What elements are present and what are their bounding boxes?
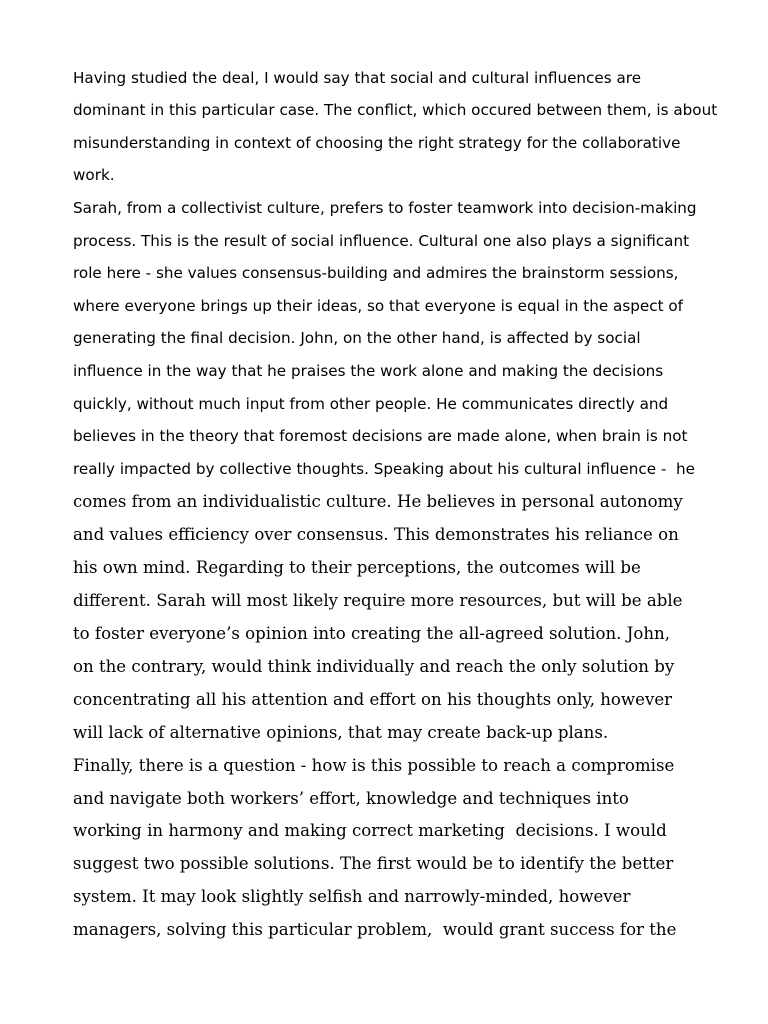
- text-line: influence in the way that he praises the work alone and making the decisions: [73, 362, 664, 380]
- text-line: believes in the theory that foremost decisions are made alone, when brain is not: [73, 427, 688, 445]
- text-line: to foster everyone’s opinion into creating the all-agreed solution. John,: [73, 624, 670, 643]
- text-line: will lack of alternative opinions, that may create back-up plans.: [73, 723, 609, 742]
- text-line: generating the final decision. John, on the other hand, is affected by social: [73, 329, 641, 347]
- text-line: where everyone brings up their ideas, so that everyone is equal in the aspect of: [73, 297, 683, 315]
- text-line: role here - she values consensus-building and admires the brainstorm sessions,: [73, 264, 679, 282]
- text-line: and navigate both workers’ effort, knowledge and techniques into: [73, 789, 629, 808]
- text-line: dominant in this particular case. The conflict, which occured between them, is about: [73, 101, 718, 119]
- text-line: his own mind. Regarding to their perceptions, the outcomes will be: [73, 558, 641, 577]
- text-line: concentrating all his attention and effort on his thoughts only, however: [73, 690, 673, 709]
- text-line: misunderstanding in context of choosing the right strategy for the collaborative: [73, 134, 681, 152]
- text-line: Sarah, from a collectivist culture, prefers to foster teamwork into decision-making: [73, 199, 697, 217]
- text-line: suggest two possible solutions. The first would be to identify the better: [73, 854, 674, 873]
- text-line: work.: [73, 166, 115, 184]
- text-line: Having studied the deal, I would say that social and cultural influences are: [73, 69, 642, 87]
- text-line: managers, solving this particular problem, would grant success for the: [73, 920, 677, 939]
- text-line: system. It may look slightly selfish and narrowly-minded, however: [73, 887, 631, 906]
- text-line: really impacted by collective thoughts. Speaking about his cultural influence - he: [73, 460, 696, 478]
- text-line: comes from an individualistic culture. He believes in personal autonomy: [73, 492, 683, 511]
- text-line: quickly, without much input from other people. He communicates directly and: [73, 395, 669, 413]
- text-line: on the contrary, would think individually and reach the only solution by: [73, 657, 675, 676]
- text-line: working in harmony and making correct marketing decisions. I would: [73, 821, 667, 840]
- text-line: and values efficiency over consensus. This demonstrates his reliance on: [73, 525, 679, 544]
- text-line: different. Sarah will most likely require more resources, but will be able: [73, 591, 683, 610]
- text-line: process. This is the result of social influence. Cultural one also plays a significant: [73, 232, 690, 250]
- text-line: Finally, there is a question - how is this possible to reach a compromise: [73, 756, 675, 775]
